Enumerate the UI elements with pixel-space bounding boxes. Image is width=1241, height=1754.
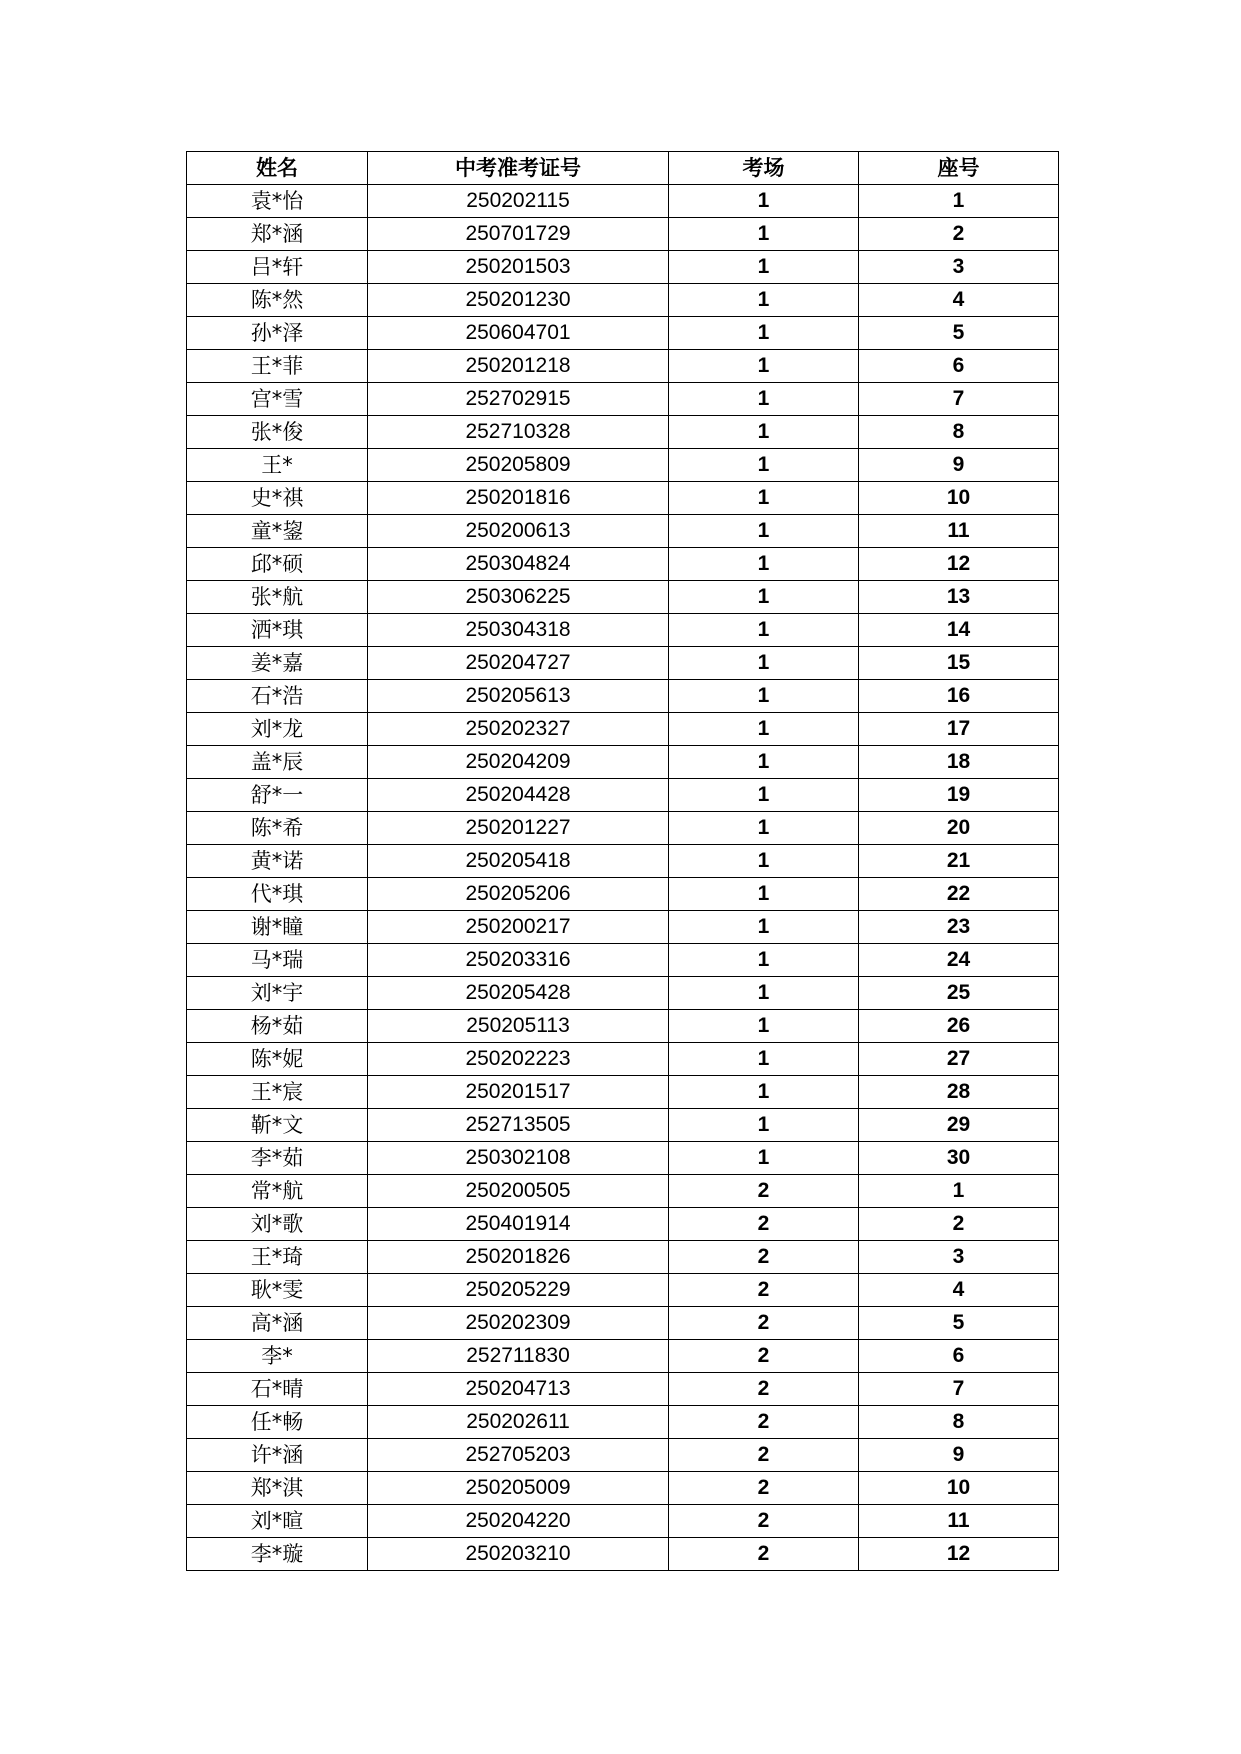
table-row [187, 911, 1059, 944]
table-row [187, 944, 1059, 977]
cell-room: 1 [669, 680, 859, 713]
cell-exam-id: 250204727 [368, 647, 669, 680]
table-row [187, 482, 1059, 515]
cell-exam-id: 252713505 [368, 1109, 669, 1142]
cell-name: 邱*硕 [187, 548, 368, 581]
table-row [187, 614, 1059, 647]
cell-room: 2 [669, 1274, 859, 1307]
cell-exam-id: 250205418 [368, 845, 669, 878]
cell-name: 盖*辰 [187, 746, 368, 779]
cell-exam-id: 250306225 [368, 581, 669, 614]
cell-seat: 2 [859, 218, 1059, 251]
cell-seat: 5 [859, 1307, 1059, 1340]
table-row [187, 515, 1059, 548]
table-row [187, 449, 1059, 482]
table-row [187, 878, 1059, 911]
cell-room: 1 [669, 1109, 859, 1142]
table-row [187, 647, 1059, 680]
cell-exam-id: 250401914 [368, 1208, 669, 1241]
cell-exam-id: 250201227 [368, 812, 669, 845]
cell-seat: 27 [859, 1043, 1059, 1076]
cell-seat: 4 [859, 1274, 1059, 1307]
cell-room: 1 [669, 185, 859, 218]
cell-name: 石*晴 [187, 1373, 368, 1406]
cell-name: 代*琪 [187, 878, 368, 911]
cell-room: 1 [669, 251, 859, 284]
cell-name: 常*航 [187, 1175, 368, 1208]
cell-seat: 3 [859, 251, 1059, 284]
table-row [187, 218, 1059, 251]
table-row [187, 845, 1059, 878]
table-row [187, 1010, 1059, 1043]
header-name: 姓名 [187, 152, 368, 185]
cell-exam-id: 250200505 [368, 1175, 669, 1208]
cell-exam-id: 250201230 [368, 284, 669, 317]
cell-seat: 24 [859, 944, 1059, 977]
cell-name: 李*璇 [187, 1538, 368, 1571]
cell-seat: 26 [859, 1010, 1059, 1043]
cell-room: 2 [669, 1208, 859, 1241]
cell-exam-id: 250202611 [368, 1406, 669, 1439]
header-seat: 座号 [859, 152, 1059, 185]
cell-exam-id: 250205206 [368, 878, 669, 911]
table-row [187, 977, 1059, 1010]
table-row [187, 1208, 1059, 1241]
cell-name: 吕*轩 [187, 251, 368, 284]
cell-room: 1 [669, 482, 859, 515]
cell-seat: 9 [859, 449, 1059, 482]
cell-name: 刘*歌 [187, 1208, 368, 1241]
cell-name: 宫*雪 [187, 383, 368, 416]
cell-seat: 2 [859, 1208, 1059, 1241]
table-header-row [187, 152, 1059, 185]
cell-exam-id: 250202223 [368, 1043, 669, 1076]
cell-room: 1 [669, 284, 859, 317]
cell-seat: 3 [859, 1241, 1059, 1274]
cell-exam-id: 250200613 [368, 515, 669, 548]
cell-room: 1 [669, 548, 859, 581]
cell-name: 刘*龙 [187, 713, 368, 746]
cell-name: 耿*雯 [187, 1274, 368, 1307]
cell-name: 黄*诺 [187, 845, 368, 878]
cell-exam-id: 250201517 [368, 1076, 669, 1109]
cell-seat: 14 [859, 614, 1059, 647]
cell-exam-id: 250604701 [368, 317, 669, 350]
cell-seat: 19 [859, 779, 1059, 812]
cell-name: 高*涵 [187, 1307, 368, 1340]
cell-seat: 12 [859, 1538, 1059, 1571]
table-row [187, 1142, 1059, 1175]
table-row [187, 251, 1059, 284]
cell-seat: 15 [859, 647, 1059, 680]
cell-exam-id: 250204209 [368, 746, 669, 779]
cell-room: 1 [669, 779, 859, 812]
cell-exam-id: 250202327 [368, 713, 669, 746]
cell-name: 孙*泽 [187, 317, 368, 350]
cell-seat: 28 [859, 1076, 1059, 1109]
cell-exam-id: 250201816 [368, 482, 669, 515]
cell-name: 许*涵 [187, 1439, 368, 1472]
cell-seat: 16 [859, 680, 1059, 713]
cell-name: 王*琦 [187, 1241, 368, 1274]
table-row [187, 185, 1059, 218]
header-room: 考场 [669, 152, 859, 185]
cell-exam-id: 250203316 [368, 944, 669, 977]
table-row [187, 746, 1059, 779]
cell-exam-id: 250201218 [368, 350, 669, 383]
cell-seat: 30 [859, 1142, 1059, 1175]
cell-name: 刘*宇 [187, 977, 368, 1010]
cell-exam-id: 250204220 [368, 1505, 669, 1538]
cell-room: 1 [669, 581, 859, 614]
cell-seat: 10 [859, 1472, 1059, 1505]
cell-seat: 9 [859, 1439, 1059, 1472]
cell-exam-id: 250201503 [368, 251, 669, 284]
cell-seat: 8 [859, 1406, 1059, 1439]
cell-seat: 7 [859, 1373, 1059, 1406]
table-row [187, 416, 1059, 449]
cell-seat: 6 [859, 1340, 1059, 1373]
table-row [187, 1373, 1059, 1406]
cell-seat: 25 [859, 977, 1059, 1010]
table-row [187, 1109, 1059, 1142]
cell-name: 靳*文 [187, 1109, 368, 1142]
cell-name: 袁*怡 [187, 185, 368, 218]
cell-room: 2 [669, 1241, 859, 1274]
cell-seat: 20 [859, 812, 1059, 845]
cell-room: 1 [669, 878, 859, 911]
table-row [187, 1043, 1059, 1076]
cell-room: 1 [669, 350, 859, 383]
cell-seat: 23 [859, 911, 1059, 944]
cell-room: 1 [669, 1142, 859, 1175]
table-row [187, 1505, 1059, 1538]
cell-seat: 6 [859, 350, 1059, 383]
cell-name: 郑*淇 [187, 1472, 368, 1505]
cell-seat: 29 [859, 1109, 1059, 1142]
cell-seat: 21 [859, 845, 1059, 878]
cell-seat: 7 [859, 383, 1059, 416]
cell-room: 2 [669, 1505, 859, 1538]
cell-exam-id: 250203210 [368, 1538, 669, 1571]
cell-exam-id: 250202115 [368, 185, 669, 218]
cell-exam-id: 250205229 [368, 1274, 669, 1307]
cell-room: 1 [669, 218, 859, 251]
table-row [187, 1439, 1059, 1472]
cell-exam-id: 250205809 [368, 449, 669, 482]
cell-seat: 10 [859, 482, 1059, 515]
cell-room: 1 [669, 383, 859, 416]
table-row [187, 1076, 1059, 1109]
cell-seat: 1 [859, 185, 1059, 218]
cell-exam-id: 250201826 [368, 1241, 669, 1274]
table-row [187, 812, 1059, 845]
cell-room: 2 [669, 1538, 859, 1571]
cell-room: 2 [669, 1472, 859, 1505]
cell-name: 张*俊 [187, 416, 368, 449]
cell-exam-id: 250200217 [368, 911, 669, 944]
cell-name: 谢*瞳 [187, 911, 368, 944]
cell-exam-id: 250204428 [368, 779, 669, 812]
table-row [187, 1274, 1059, 1307]
table-body [187, 185, 1059, 1571]
table-row [187, 350, 1059, 383]
cell-seat: 12 [859, 548, 1059, 581]
cell-name: 李* [187, 1340, 368, 1373]
cell-seat: 5 [859, 317, 1059, 350]
table-row [187, 284, 1059, 317]
cell-name: 杨*茹 [187, 1010, 368, 1043]
cell-exam-id: 250205113 [368, 1010, 669, 1043]
cell-room: 1 [669, 746, 859, 779]
cell-name: 石*浩 [187, 680, 368, 713]
cell-exam-id: 250205428 [368, 977, 669, 1010]
cell-seat: 8 [859, 416, 1059, 449]
table-row [187, 1538, 1059, 1571]
cell-name: 郑*涵 [187, 218, 368, 251]
cell-room: 1 [669, 713, 859, 746]
cell-name: 陈*妮 [187, 1043, 368, 1076]
cell-room: 1 [669, 1010, 859, 1043]
table-row [187, 1307, 1059, 1340]
table-row [187, 1340, 1059, 1373]
cell-exam-id: 250304318 [368, 614, 669, 647]
cell-room: 2 [669, 1307, 859, 1340]
cell-seat: 11 [859, 515, 1059, 548]
table-row [187, 713, 1059, 746]
cell-room: 1 [669, 449, 859, 482]
cell-room: 1 [669, 911, 859, 944]
table-row [187, 581, 1059, 614]
table-row [187, 779, 1059, 812]
cell-name: 陈*希 [187, 812, 368, 845]
cell-name: 刘*暄 [187, 1505, 368, 1538]
cell-exam-id: 250304824 [368, 548, 669, 581]
cell-room: 2 [669, 1373, 859, 1406]
cell-room: 1 [669, 515, 859, 548]
cell-exam-id: 250205613 [368, 680, 669, 713]
cell-exam-id: 250302108 [368, 1142, 669, 1175]
cell-exam-id: 252705203 [368, 1439, 669, 1472]
table-row [187, 1175, 1059, 1208]
cell-name: 洒*琪 [187, 614, 368, 647]
cell-name: 舒*一 [187, 779, 368, 812]
cell-name: 张*航 [187, 581, 368, 614]
table-row [187, 383, 1059, 416]
cell-seat: 13 [859, 581, 1059, 614]
exam-seating-table [186, 151, 1059, 1571]
cell-seat: 11 [859, 1505, 1059, 1538]
cell-name: 王*菲 [187, 350, 368, 383]
table-row [187, 317, 1059, 350]
cell-exam-id: 250205009 [368, 1472, 669, 1505]
cell-exam-id: 252711830 [368, 1340, 669, 1373]
cell-room: 1 [669, 1043, 859, 1076]
cell-exam-id: 250701729 [368, 218, 669, 251]
cell-name: 陈*然 [187, 284, 368, 317]
cell-room: 1 [669, 845, 859, 878]
cell-room: 2 [669, 1439, 859, 1472]
cell-room: 1 [669, 647, 859, 680]
table-row [187, 548, 1059, 581]
header-exam-id: 中考准考证号 [368, 152, 669, 185]
cell-exam-id: 252710328 [368, 416, 669, 449]
cell-name: 史*祺 [187, 482, 368, 515]
table-row [187, 680, 1059, 713]
cell-seat: 1 [859, 1175, 1059, 1208]
cell-name: 童*鋆 [187, 515, 368, 548]
table-row [187, 1241, 1059, 1274]
cell-seat: 18 [859, 746, 1059, 779]
cell-seat: 17 [859, 713, 1059, 746]
cell-room: 2 [669, 1175, 859, 1208]
cell-room: 2 [669, 1340, 859, 1373]
cell-room: 1 [669, 977, 859, 1010]
cell-exam-id: 250202309 [368, 1307, 669, 1340]
cell-seat: 4 [859, 284, 1059, 317]
table-row [187, 1472, 1059, 1505]
cell-exam-id: 250204713 [368, 1373, 669, 1406]
cell-room: 1 [669, 1076, 859, 1109]
cell-room: 1 [669, 614, 859, 647]
cell-name: 任*畅 [187, 1406, 368, 1439]
cell-name: 王*宸 [187, 1076, 368, 1109]
cell-seat: 22 [859, 878, 1059, 911]
cell-name: 李*茹 [187, 1142, 368, 1175]
cell-room: 1 [669, 416, 859, 449]
cell-name: 姜*嘉 [187, 647, 368, 680]
cell-exam-id: 252702915 [368, 383, 669, 416]
table-row [187, 1406, 1059, 1439]
cell-room: 2 [669, 1406, 859, 1439]
cell-name: 马*瑞 [187, 944, 368, 977]
cell-room: 1 [669, 317, 859, 350]
cell-name: 王* [187, 449, 368, 482]
cell-room: 1 [669, 944, 859, 977]
cell-room: 1 [669, 812, 859, 845]
